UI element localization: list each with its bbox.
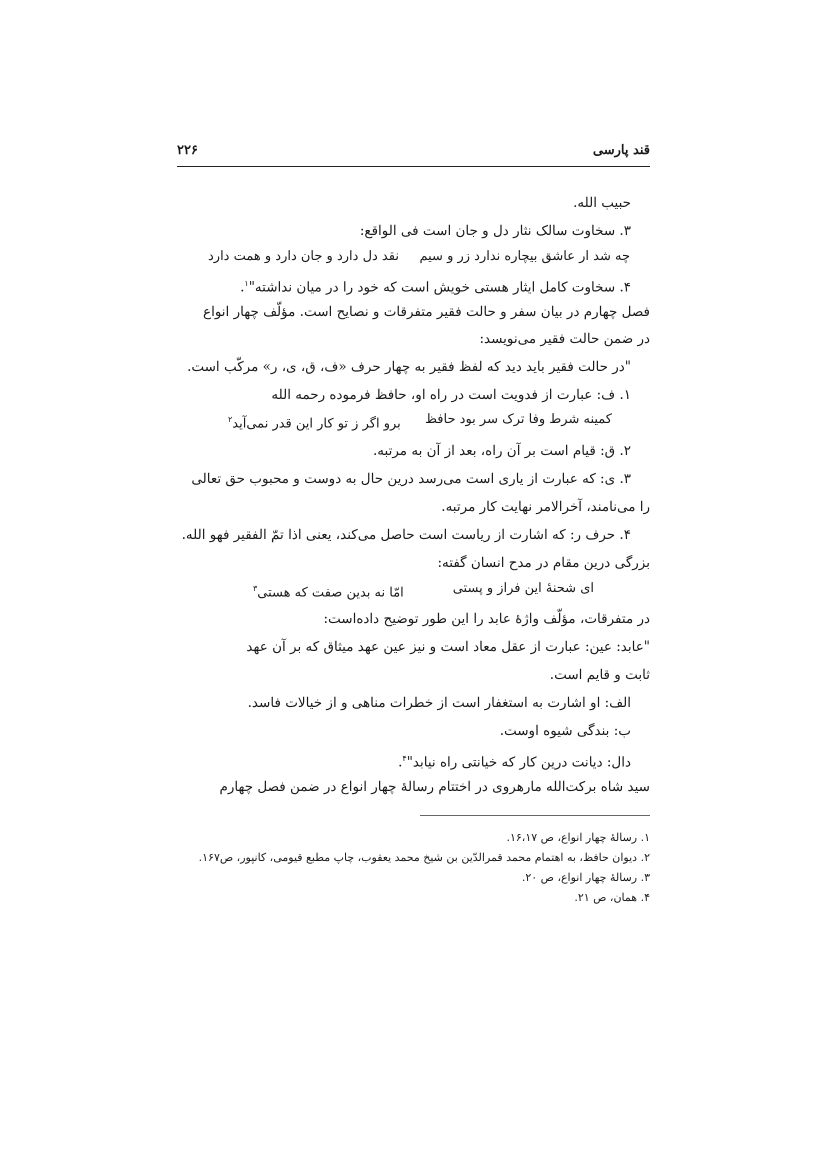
text-line: ۱. ف: عبارت از فدویت است در راه او، حافظ فرموده رحمه الله: [271, 387, 631, 403]
text-line: ۴. حرف ر: که اشارت از ریاست است حاصل می‌کند، یعنی اذا تمّ الفقیر فهو الله.: [181, 527, 631, 543]
text-line: ۴. سخاوت کامل ایثار هستی خویش است که خود را در میان نداشته"$^۱$.: [240, 279, 631, 296]
text-line: در ضمن حالت فقیر می‌نویسد:: [479, 331, 650, 347]
text-line: بزرگی درین مقام در مدح انسان گفته:: [437, 555, 650, 571]
verse-hemistich-right: ای شحنهٔ این فراز و پستی: [452, 581, 594, 596]
footnote-item: ۳. رسالهٔ چهار انواع، ص ۲۰.: [521, 871, 650, 884]
footnote-item: ۴. همان، ص ۲۱.: [574, 891, 650, 904]
verse-hemistich-right: چه شد ار عاشق بیچاره ندارد زر و سیم: [419, 249, 630, 264]
text-line: ثابت و قایم است.: [549, 667, 650, 683]
text-line: "عابد: عین: عبارت از عقل معاد است و نیز عین عهد میثاق که بر آن عهد: [246, 639, 650, 655]
text-line: "در حالت فقیر باید دید که لفظ فقیر به چهار حرف «ف، ق، ی، ر» مرکّب است.: [187, 359, 631, 375]
footnote-ref[interactable]: ۴: [402, 754, 407, 763]
text-line: سید شاه برکت‌الله مارهروی در اختتام رسالهٔ چهار انواع در ضمن فصل چهارم: [219, 779, 650, 795]
text-line: در متفرقات، مؤلّف واژهٔ عابد را این طور توضیح داده‌است:: [323, 611, 650, 627]
text-line: ۲. ق: قیام است بر آن راه، بعد از آن به مرتبه.: [373, 443, 631, 459]
text-line: حبیب الله.: [573, 195, 631, 211]
verse-hemistich-left: برو اگر ز تو کار این قدر نمی‌آید$^۲$: [228, 415, 401, 432]
footnote-item: ۱. رسالهٔ چهار انواع، ص ۱۶،۱۷.: [506, 831, 650, 844]
header-rule: [177, 166, 650, 167]
text-line: الف: او اشارت به استغفار است از خطرات مناهی و از خیالات فاسد.: [247, 695, 631, 711]
text-line: فصل چهارم در بیان سفر و حالت فقیر متفرقات و نصایح است. مؤلّف چهار انواع: [203, 304, 650, 320]
text-line: را می‌نامند، آخرالامر نهایت کار مرتبه.: [441, 499, 650, 515]
text-line: ب: بندگی شیوه اوست.: [499, 723, 631, 739]
footnote-ref[interactable]: ۱: [244, 279, 249, 288]
verse-hemistich-right: کمینه شرط وفا ترک سر بود حافظ: [424, 412, 612, 427]
text-line: ۳. ی: که عبارت از یاری است می‌رسد درین حال به دوست و محبوب حق تعالی: [191, 471, 631, 487]
footnote-item: ۲. دیوان حافظ، به اهتمام محمد قمرالدّین بن شیخ محمد یعقوب، چاپ مطبع قیومی، کانپور، ص۱۶۷.: [198, 851, 650, 864]
verse-hemistich-left: امّا نه بدین صفت که هستی$^۳$: [253, 584, 404, 601]
footnote-rule: [420, 815, 650, 816]
text-line: ۳. سخاوت سالک نثار دل و جان است فی الواقع:: [359, 223, 631, 239]
footnote-ref[interactable]: ۳: [253, 584, 258, 593]
running-header: [177, 143, 650, 165]
text-line: دال: دیانت درین کار که خیانتی راه نیابد"$^۴$.: [398, 754, 631, 771]
page-number: ۲۲۶: [177, 143, 198, 158]
footnote-ref[interactable]: ۲: [228, 415, 233, 424]
running-title: قند پارسی: [592, 143, 650, 158]
verse-hemistich-left: نقد دل دارد و جان دارد و همت دارد: [208, 249, 399, 264]
